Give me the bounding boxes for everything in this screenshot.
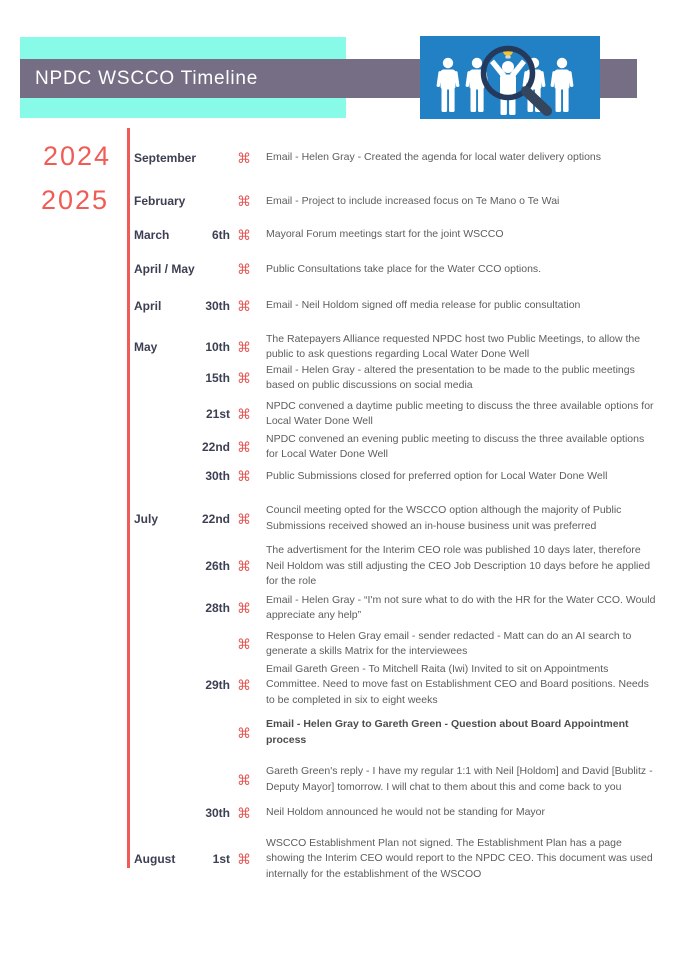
row-event-text: WSCCO Establishment Plan not signed. The Establishment Plan has a page showing the Interim CEO would report to the NPDC CEO. This document was used internally for the establishment of the WSCOO bbox=[266, 836, 653, 880]
row-date-label: 1st bbox=[212, 851, 230, 866]
timeline-row bbox=[130, 469, 672, 485]
row-month-label: April / May bbox=[134, 262, 195, 277]
timeline-row bbox=[130, 836, 672, 883]
row-event-text: The advertisment for the Interim CEO role was published 10 days later, therefore Neil Holdom was still adjusting the CEO Job Description 10 days before he applied for the role bbox=[266, 544, 651, 587]
row-date-label: 30th bbox=[205, 298, 230, 313]
row-event-text: Email - Helen Gray to Gareth Green - Question about Board Appointment process bbox=[266, 718, 629, 746]
command-icon: ⌘ bbox=[237, 370, 251, 386]
row-event-text: Public Submissions closed for preferred option for Local Water Done Well bbox=[266, 469, 608, 482]
row-date-label: 30th bbox=[205, 469, 230, 484]
timeline-row bbox=[130, 543, 672, 590]
row-month-label: September bbox=[134, 150, 197, 165]
command-icon: ⌘ bbox=[237, 149, 251, 166]
row-date-label: 15th bbox=[205, 371, 230, 385]
timeline-rows bbox=[130, 150, 672, 882]
row-date-label: 26th bbox=[205, 559, 230, 574]
timeline-row bbox=[130, 150, 672, 166]
row-month-label: April bbox=[134, 298, 162, 313]
row-event-text: Email - Project to include increased focus on Te Mano o Te Wai bbox=[266, 194, 560, 207]
row-date-label: 22nd bbox=[201, 440, 230, 454]
row-event-text: Email - Helen Gray - “I'm not sure what to do with the HR for the Water CCO. Would appreciate any help” bbox=[266, 593, 656, 621]
command-icon: ⌘ bbox=[237, 439, 251, 455]
command-icon: ⌘ bbox=[237, 510, 251, 527]
command-icon: ⌘ bbox=[237, 339, 251, 355]
row-date-label: 21st bbox=[205, 407, 230, 421]
row-date-label: 10th bbox=[205, 340, 230, 354]
people-search-icon bbox=[420, 36, 600, 119]
row-date-label: 29th bbox=[205, 677, 230, 692]
timeline bbox=[127, 128, 672, 880]
year-label-2024: 2024 bbox=[43, 141, 112, 171]
row-event-text: Email - Neil Holdom signed off media release for public consultation bbox=[266, 299, 581, 311]
row-event-text: Mayoral Forum meetings start for the joint WSCCO bbox=[266, 228, 504, 240]
row-date-label: 22nd bbox=[201, 511, 230, 526]
command-icon: ⌘ bbox=[237, 558, 251, 575]
command-icon: ⌘ bbox=[237, 297, 251, 314]
command-icon: ⌘ bbox=[237, 771, 251, 788]
year-label-2025: 2025 bbox=[41, 185, 110, 215]
row-event-text: Gareth Green's reply - I have my regular 1:1 with Neil [Holdom] and David [Bublitz - Deputy Mayor] tomorrow. I will chat to them about this and come back to you bbox=[266, 765, 653, 793]
row-event-text: Neil Holdom announced he would not be standing for Mayor bbox=[266, 806, 546, 818]
row-event-text: Public Consultations take place for the Water CCO options. bbox=[266, 262, 542, 275]
row-event-text: The Ratepayers Alliance requested NPDC host two Public Meetings, to allow the public to ask questions regarding Local Water Done Well bbox=[266, 332, 641, 360]
timeline-row bbox=[130, 262, 672, 278]
command-icon: ⌘ bbox=[237, 406, 251, 422]
timeline-row bbox=[130, 298, 672, 314]
page-title: NPDC WSCCO Timeline bbox=[35, 67, 259, 89]
row-event-text: NPDC convened a daytime public meeting to discuss the three available options for Local Water Done Well bbox=[266, 399, 654, 427]
command-icon: ⌘ bbox=[237, 226, 251, 243]
row-month-label: March bbox=[134, 227, 170, 242]
timeline-row bbox=[130, 593, 672, 624]
row-month-label: August bbox=[134, 851, 176, 866]
row-event-text: Response to Helen Gray email - sender redacted - Matt can do an AI search to generate a skills Matrix for the interviewees bbox=[266, 629, 632, 657]
timeline-row bbox=[130, 717, 672, 748]
row-month-label: July bbox=[134, 511, 159, 526]
command-icon: ⌘ bbox=[237, 636, 251, 652]
row-date-label: 28th bbox=[205, 601, 230, 615]
timeline-row bbox=[130, 629, 672, 660]
timeline-row bbox=[130, 399, 672, 430]
people-search-illustration bbox=[420, 36, 600, 119]
row-date-label: 6th bbox=[212, 227, 230, 242]
command-icon: ⌘ bbox=[237, 850, 251, 867]
command-icon: ⌘ bbox=[237, 193, 251, 210]
row-event-text: Email - Helen Gray - Created the agenda for local water delivery options bbox=[266, 151, 601, 163]
timeline-row bbox=[130, 805, 672, 821]
command-icon: ⌘ bbox=[237, 804, 251, 821]
row-date-label: 30th bbox=[205, 805, 230, 820]
row-event-text: Email Gareth Green - To Mitchell Raita (Iwi) Invited to sit on Appointments Committee. Need to move fast on Establishment CEO and Board positions. Needs to be completed in six to eight weeks bbox=[266, 662, 649, 706]
timeline-row bbox=[130, 363, 672, 394]
command-icon: ⌘ bbox=[237, 261, 251, 278]
row-event-text: Email - Helen Gray - altered the presentation to be made to the public meetings based on public discussions on social media bbox=[266, 363, 635, 391]
timeline-row bbox=[130, 432, 672, 463]
timeline-row bbox=[130, 332, 672, 363]
command-icon: ⌘ bbox=[237, 724, 251, 741]
row-event-text: NPDC convened an evening public meeting to discuss the three available options for Local Water Done Well bbox=[266, 432, 645, 460]
timeline-row bbox=[130, 227, 672, 243]
timeline-row bbox=[130, 503, 672, 534]
timeline-row bbox=[130, 194, 672, 210]
timeline-row bbox=[130, 662, 672, 709]
command-icon: ⌘ bbox=[237, 600, 251, 616]
row-month-label: February bbox=[134, 194, 186, 209]
row-event-text: Council meeting opted for the WSCCO option although the majority of Public Submissions received showed an in-house business unit was preferred bbox=[266, 504, 622, 532]
row-month-label: May bbox=[134, 340, 158, 354]
timeline-row bbox=[130, 764, 672, 795]
command-icon: ⌘ bbox=[237, 468, 251, 485]
command-icon: ⌘ bbox=[237, 676, 251, 693]
